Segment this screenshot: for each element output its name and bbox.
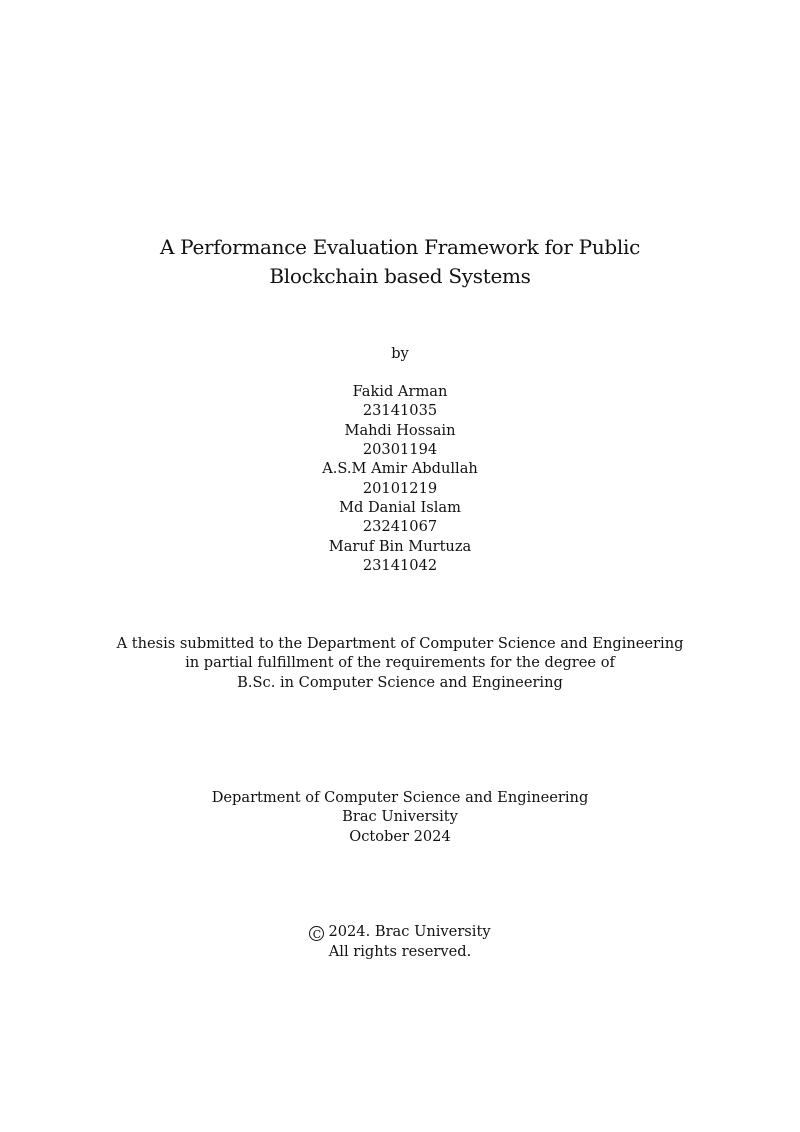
author-name-2: Mahdi Hossain bbox=[344, 422, 456, 439]
submission-date: October 2024 bbox=[349, 828, 451, 845]
thesis-title-line-2: Blockchain based Systems bbox=[269, 264, 531, 288]
thesis-title-line-1: A Performance Evaluation Framework for Public bbox=[159, 235, 641, 259]
author-id-4: 23241067 bbox=[362, 518, 438, 535]
copyright-line bbox=[0, 922, 800, 941]
author-name-1: Fakid Arman bbox=[352, 383, 448, 400]
university-name: Brac University bbox=[342, 808, 458, 825]
submission-line-3: B.Sc. in Computer Science and Engineering bbox=[237, 674, 563, 691]
submission-line-2: in partial fulfillment of the requirements for the degree of bbox=[185, 654, 615, 671]
author-name-5: Maruf Bin Murtuza bbox=[328, 538, 472, 555]
department-name: Department of Computer Science and Engineering bbox=[211, 789, 589, 806]
author-name-3: A.S.M Amir Abdullah bbox=[322, 460, 478, 477]
author-name-4: Md Danial Islam bbox=[339, 499, 461, 516]
author-id-1: 23141035 bbox=[362, 402, 438, 419]
copyright-icon: C bbox=[309, 926, 324, 941]
author-id-5: 23141042 bbox=[362, 557, 438, 574]
author-id-2: 20301194 bbox=[362, 441, 438, 458]
submission-line-1: A thesis submitted to the Department of Computer Science and Engineering bbox=[116, 635, 684, 652]
by-label: by bbox=[391, 345, 409, 362]
rights-reserved: All rights reserved. bbox=[328, 943, 472, 960]
copyright-text: 2024. Brac University bbox=[328, 923, 491, 940]
author-id-3: 20101219 bbox=[362, 480, 438, 497]
